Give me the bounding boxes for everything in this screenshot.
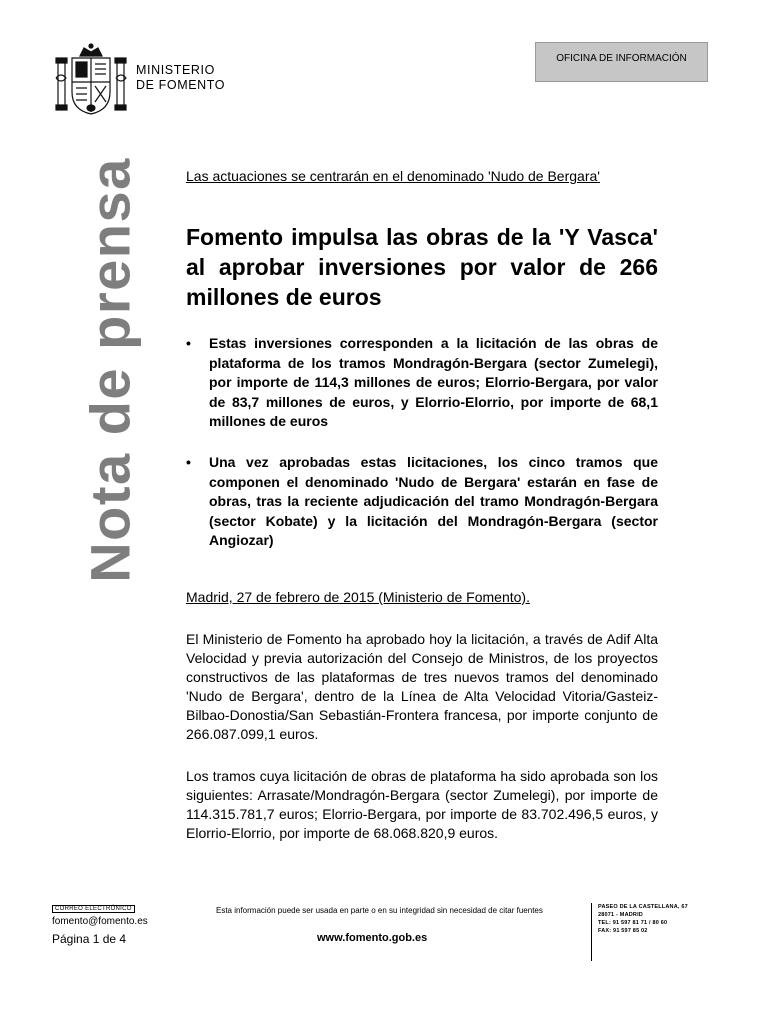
email-label: CORREO ELECTRÓNICO <box>52 905 135 913</box>
address-line: TEL: 91 597 81 71 / 80 60 <box>598 920 668 926</box>
dateline: Madrid, 27 de febrero de 2015 (Ministerio de Fomento). <box>186 589 530 605</box>
body-paragraph: El Ministerio de Fomento ha aprobado hoy la licitación, a través de Adif Alta Velocidad y previa autorización del Consejo de Ministros, de los proyectos constructivos de las plataformas de tres nuevos tramos del denominado 'Nudo de Bergara', dentro de la Línea de Alta Velocidad Vitoria/Gasteiz-Bilbao-Donostia/San Sebastián-Frontera francesa, por importe conjunto de 266.087.099,1 euros. <box>186 631 658 742</box>
bullet-text: Una vez aprobadas estas licitaciones, los cinco tramos que componen el denominado 'Nudo de Bergara' estarán en fase de obras, tras la reciente adjudicación del tramo Mondragón-Bergara (sector Kobate) y la licitación del Mondragón-Bergara (sector Angiozar) <box>209 454 658 548</box>
ministry-line-2: DE FOMENTO <box>136 78 226 92</box>
ministry-line-1: MINISTERIO <box>136 63 215 77</box>
body-paragraph: Los tramos cuya licitación de obras de plataforma ha sido aprobada son los siguientes: Arrasate/Mondragón-Bergara (sector Zumelegi), por importe de 114.315.781,7 euros; Elorrio-Bergara, por importe de 83.702.496,5 euros, y Elorrio-Elorrio, por importe de 68.068.820,9 euros. <box>186 768 658 841</box>
postal-address <box>598 903 688 935</box>
footer-note: Esta información puede ser usada en parte o en su integridad sin necesidad de citar fuentes <box>216 906 543 915</box>
address-line: PASEO DE LA CASTELLANA, 67 <box>598 904 688 910</box>
email-link[interactable]: fomento@fomento.es <box>52 916 148 927</box>
subheadline: Las actuaciones se centrarán en el denominado 'Nudo de Bergara' <box>186 168 600 184</box>
headline: Fomento impulsa las obras de la 'Y Vasca' al aprobar inversiones por valor de 266 millones de euros <box>186 224 658 310</box>
spain-coat-of-arms-icon <box>54 42 128 116</box>
ministry-name <box>136 63 225 93</box>
footer-divider <box>591 903 592 961</box>
bullet-text: Estas inversiones corresponden a la licitación de las obras de plataforma de los tramos Mondragón-Bergara (sector Zumelegi), por importe de 114,3 millones de euros; Elorrio-Bergara, por valor de 83,7 millones de euros, y Elorrio-Elorrio, por importe de 68,1 millones de euros <box>209 335 658 429</box>
vertical-title: Nota de prensa <box>78 157 142 583</box>
office-label: OFICINA DE INFORMACIÓN <box>535 42 708 82</box>
address-line: FAX: 91 597 85 02 <box>598 928 648 934</box>
page-number: Página 1 de 4 <box>52 932 127 946</box>
bullet-icon: • <box>186 454 191 470</box>
website-link[interactable]: www.fomento.gob.es <box>317 932 428 944</box>
address-line: 28071 - MADRID <box>598 912 643 918</box>
bullet-icon: • <box>186 335 191 351</box>
